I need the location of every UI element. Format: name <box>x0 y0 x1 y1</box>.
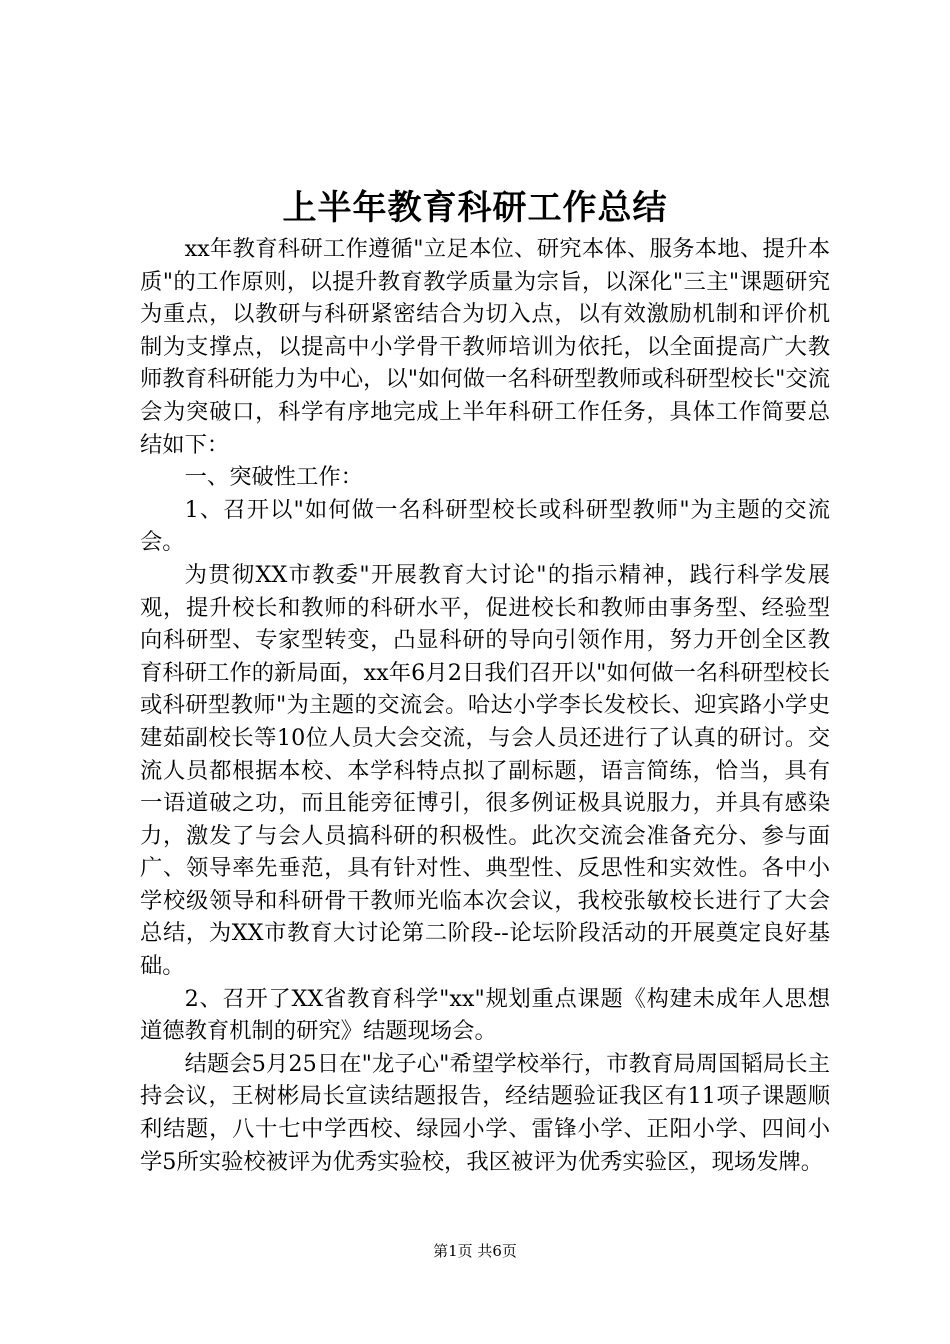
section-heading: 一、突破性工作： <box>184 464 363 491</box>
document-body <box>140 233 830 1178</box>
paragraph-item-2: 结题会5月25日在"龙子心"希望学校举行，市教育局周国韬局长主持会议，王树彬局长宣读结题报告，经结题验证我区有11项子课题顺利结题，八十七中学西校、绿园小学、雷锋小学、正阳小学、四间小学5所实验校被评为优秀实验校，我区被评为优秀实验区，现场发牌。 <box>140 1050 830 1175</box>
item-heading-2: 2、召开了XX省教育科学"xx"规划重点课题《构建未成年人思想道德教育机制的研究》结题现场会。 <box>140 985 830 1045</box>
paragraph-item-1: 为贯彻XX市教委"开展教育大讨论"的指示精神，践行科学发展观，提升校长和教师的科研水平，促进校长和教师由事务型、经验型向科研型、专家型转变，凸显科研的导向引领作用，努力开创全区教育科研工作的新局面，xx年6月2日我们召开以"如何做一名科研型校长或科研型教师"为主题的交流会。哈达小学李长发校长、迎宾路小学史建茹副校长等10位人员大会交流，与会人员还进行了认真的研讨。交流人员都根据本校、本学科特点拟了副标题，语言简练，恰当，具有一语道破之功，而且能旁征博引，很多例证极具说服力，并具有感染力，激发了与会人员搞科研的积极性。此次交流会准备充分、参与面广、领导率先垂范，具有针对性、典型性、反思性和实效性。各中小学校级领导和科研骨干教师光临本次会议，我校张敏校长进行了大会总结，为XX市教育大讨论第二阶段--论坛阶段活动的开展奠定良好基础。 <box>140 561 830 980</box>
page-number-footer: 第1页 共6页 <box>433 1242 517 1260</box>
item-heading-1: 1、召开以"如何做一名科研型校长或科研型教师"为主题的交流会。 <box>140 496 830 556</box>
document-title: 上半年教育科研工作总结 <box>282 188 668 228</box>
paragraph-intro: xx年教育科研工作遵循"立足本位、研究本体、服务本地、提升本质"的工作原则，以提升教育教学质量为宗旨，以深化"三主"课题研究为重点，以教研与科研紧密结合为切入点，以有效激励机制和评价机制为支撑点，以提高中小学骨干教师培训为依托，以全面提高广大教师教育科研能力为中心，以"如何做一名科研型教师或科研型校长"交流会为突破口，科学有序地完成上半年科研工作任务，具体工作简要总结如下： <box>140 236 830 458</box>
